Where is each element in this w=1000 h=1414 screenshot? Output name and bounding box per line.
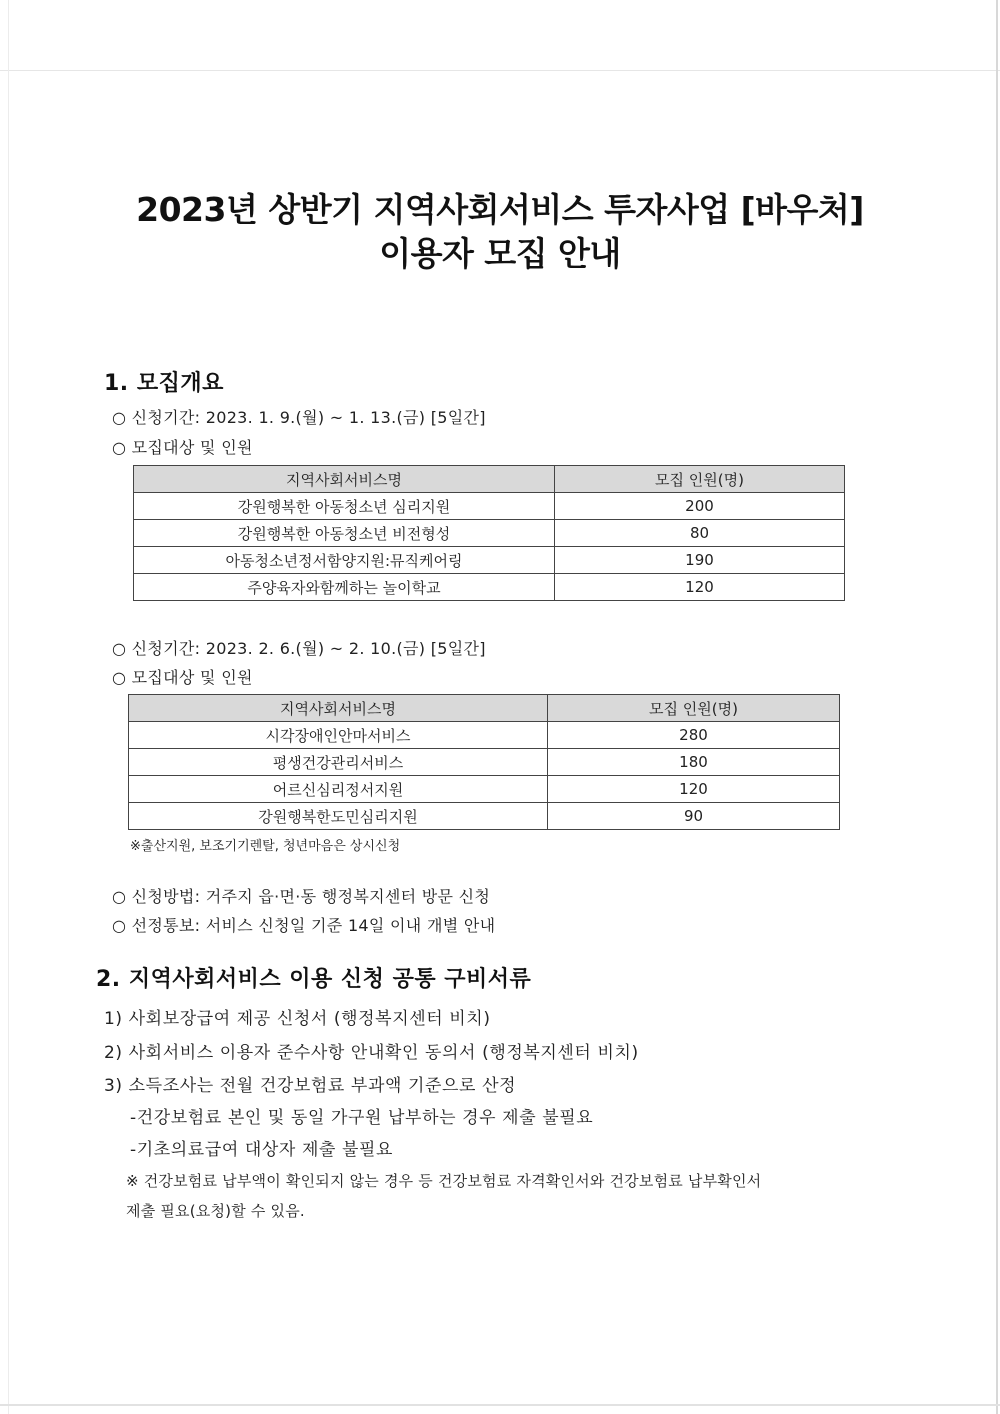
table-row bbox=[129, 722, 840, 749]
service-name-cell: 강원행복한도민심리지원 bbox=[129, 803, 548, 830]
count-cell: 80 bbox=[555, 520, 845, 547]
count-cell: 90 bbox=[548, 803, 840, 830]
insurance-note-line2: 제출 필요(요청)할 수 있음. bbox=[126, 1202, 305, 1220]
recruit-table-2 bbox=[128, 694, 840, 830]
service-name-cell: 평생건강관리서비스 bbox=[129, 749, 548, 776]
document-item-3: 3) 소득조사는 전월 건강보험료 부과액 기준으로 산정 bbox=[104, 1076, 517, 1096]
table-header-row bbox=[129, 695, 840, 722]
document-subitem-2: -기초의료급여 대상자 제출 불필요 bbox=[130, 1140, 394, 1160]
count-cell: 120 bbox=[555, 574, 845, 601]
document-subitem-1: -건강보험료 본인 및 동일 가구원 납부하는 경우 제출 불필요 bbox=[130, 1108, 594, 1128]
scan-edge-top bbox=[0, 70, 1000, 71]
table-row bbox=[134, 520, 845, 547]
insurance-note-line1: ※ 건강보험료 납부액이 확인되지 않는 경우 등 건강보험료 자격확인서와 건강보험료 납부확인서 bbox=[126, 1172, 762, 1190]
table-row bbox=[129, 776, 840, 803]
table-row bbox=[134, 574, 845, 601]
section1-heading: 1. 모집개요 bbox=[104, 371, 224, 396]
table-header-service: 지역사회서비스명 bbox=[134, 466, 555, 493]
service-name-cell: 아동청소년정서함양지원:뮤직케어링 bbox=[134, 547, 555, 574]
table-row bbox=[134, 547, 845, 574]
table-header-service: 지역사회서비스명 bbox=[129, 695, 548, 722]
period2-text: ○ 신청기간: 2023. 2. 6.(월) ~ 2. 10.(금) [5일간] bbox=[112, 639, 486, 658]
count-cell: 120 bbox=[548, 776, 840, 803]
scan-edge-bottom bbox=[0, 1404, 1000, 1406]
service-name-cell: 시각장애인안마서비스 bbox=[129, 722, 548, 749]
service-name-cell: 강원행복한 아동청소년 비전형성 bbox=[134, 520, 555, 547]
service-name-cell: 어르신심리정서지원 bbox=[129, 776, 548, 803]
section2-heading: 2. 지역사회서비스 이용 신청 공통 구비서류 bbox=[96, 967, 532, 992]
recruit-table-1 bbox=[133, 465, 845, 601]
document-title-line2: 이용자 모집 안내 bbox=[379, 234, 621, 273]
target2-text: ○ 모집대상 및 인원 bbox=[112, 668, 253, 687]
service-name-cell: 강원행복한 아동청소년 심리지원 bbox=[134, 493, 555, 520]
table-row bbox=[129, 803, 840, 830]
table-row bbox=[129, 749, 840, 776]
table-header-count: 모집 인원(명) bbox=[555, 466, 845, 493]
table-row bbox=[134, 493, 845, 520]
count-cell: 190 bbox=[555, 547, 845, 574]
document-item-2: 2) 사회서비스 이용자 준수사항 안내확인 동의서 (행정복지센터 비치) bbox=[104, 1043, 639, 1063]
service-name-cell: 주양육자와함께하는 놀이학교 bbox=[134, 574, 555, 601]
document-title-line1: 2023년 상반기 지역사회서비스 투자사업 [바우처] bbox=[136, 190, 864, 229]
notice-text: ○ 선정통보: 서비스 신청일 기준 14일 이내 개별 안내 bbox=[112, 916, 496, 935]
count-cell: 200 bbox=[555, 493, 845, 520]
table2-note: ※출산지원, 보조기기렌탈, 청년마음은 상시신청 bbox=[130, 839, 401, 854]
table-header-count: 모집 인원(명) bbox=[548, 695, 840, 722]
target1-text: ○ 모집대상 및 인원 bbox=[112, 438, 253, 457]
method-text: ○ 신청방법: 거주지 읍·면·동 행정복지센터 방문 신청 bbox=[112, 887, 491, 906]
table-header-row bbox=[134, 466, 845, 493]
document-item-1: 1) 사회보장급여 제공 신청서 (행정복지센터 비치) bbox=[104, 1009, 491, 1029]
count-cell: 180 bbox=[548, 749, 840, 776]
count-cell: 280 bbox=[548, 722, 840, 749]
period1-text: ○ 신청기간: 2023. 1. 9.(월) ~ 1. 13.(금) [5일간] bbox=[112, 408, 486, 427]
